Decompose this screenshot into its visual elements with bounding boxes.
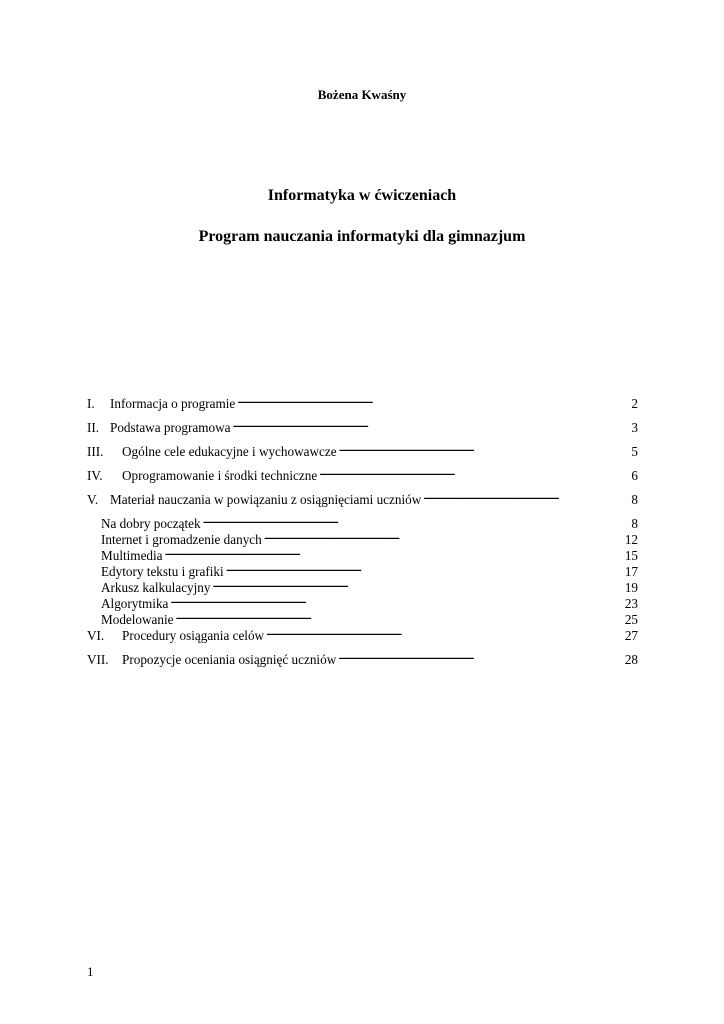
toc-leader-dots [170, 596, 622, 608]
toc-leader-dots [213, 580, 623, 592]
toc-leader-dots [203, 516, 630, 528]
toc-leader-dots [264, 532, 623, 544]
toc-page-number: 17 [624, 564, 638, 579]
toc-page-number: 5 [631, 444, 638, 459]
toc-label: Multimedia [101, 548, 163, 563]
toc-page-number: 8 [631, 492, 638, 507]
toc-page-number: 2 [631, 396, 638, 411]
toc-page-number: 27 [624, 628, 638, 643]
toc-leader-dots [233, 420, 630, 432]
toc-label: Procedury osiągania celów [122, 628, 265, 643]
document-title: Informatyka w ćwiczeniach [267, 187, 457, 204]
toc-subentry-6 [87, 596, 638, 612]
toc-label: Modelowanie [101, 612, 174, 627]
toc-page-number: 25 [624, 612, 638, 627]
toc-label: Arkusz kalkulacyjny [101, 580, 211, 595]
toc-label: Podstawa programowa [110, 420, 231, 435]
toc-subentry-3 [87, 548, 638, 564]
toc-entry-2 [87, 420, 638, 436]
toc-leader-dots [338, 652, 623, 664]
toc-page-number: 8 [631, 516, 638, 531]
toc-subentry-2 [87, 532, 638, 548]
toc-subentry-5 [87, 580, 638, 596]
toc-page-number: 6 [631, 468, 638, 483]
table-of-contents [87, 396, 638, 676]
toc-page-number: 28 [624, 652, 638, 667]
toc-leader-dots [339, 444, 630, 456]
toc-entry-7 [87, 652, 638, 668]
toc-leader-dots [266, 628, 623, 640]
toc-number: IV. [87, 468, 103, 483]
toc-page-number: 12 [624, 532, 638, 547]
toc-label: Oprogramowanie i środki techniczne [122, 468, 318, 483]
toc-leader-dots [423, 492, 629, 504]
toc-subentry-1 [87, 516, 638, 532]
toc-number: VII. [87, 652, 109, 667]
toc-label: Informacja o programie [110, 396, 236, 411]
toc-leader-dots [237, 396, 629, 408]
toc-entry-5 [87, 492, 638, 508]
toc-leader-dots [226, 564, 623, 576]
toc-entry-6 [87, 628, 638, 644]
toc-label: Ogólne cele edukacyjne i wychowawcze [122, 444, 337, 459]
toc-number: III. [87, 444, 104, 459]
toc-leader-dots [165, 548, 623, 560]
toc-number: II. [87, 420, 100, 435]
toc-label: Algorytmika [101, 596, 169, 611]
toc-number: I. [87, 396, 95, 411]
toc-leader-dots [319, 468, 629, 480]
toc-entry-3 [87, 444, 638, 460]
toc-number: V. [87, 492, 99, 507]
toc-leader-dots [176, 612, 623, 624]
document-subtitle: Program nauczania informatyki dla gimnazjum [198, 228, 526, 245]
toc-label: Internet i gromadzenie danych [101, 532, 262, 547]
toc-subentry-4 [87, 564, 638, 580]
toc-subentry-7 [87, 612, 638, 628]
toc-label: Edytory tekstu i grafiki [101, 564, 224, 579]
toc-label: Na dobry początek [101, 516, 201, 531]
author-name: Bożena Kwaśny [317, 87, 407, 102]
toc-page-number: 19 [624, 580, 638, 595]
toc-label: Propozycje oceniania osiągnięć uczniów [122, 652, 337, 667]
toc-page-number: 23 [624, 596, 638, 611]
toc-page-number: 3 [631, 420, 638, 435]
page-number: 1 [87, 964, 94, 979]
toc-label: Materiał nauczania w powiązaniu z osiągnięciami uczniów [110, 492, 422, 507]
toc-number: VI. [87, 628, 105, 643]
toc-page-number: 15 [624, 548, 638, 563]
toc-entry-1 [87, 396, 638, 412]
toc-entry-4 [87, 468, 638, 484]
